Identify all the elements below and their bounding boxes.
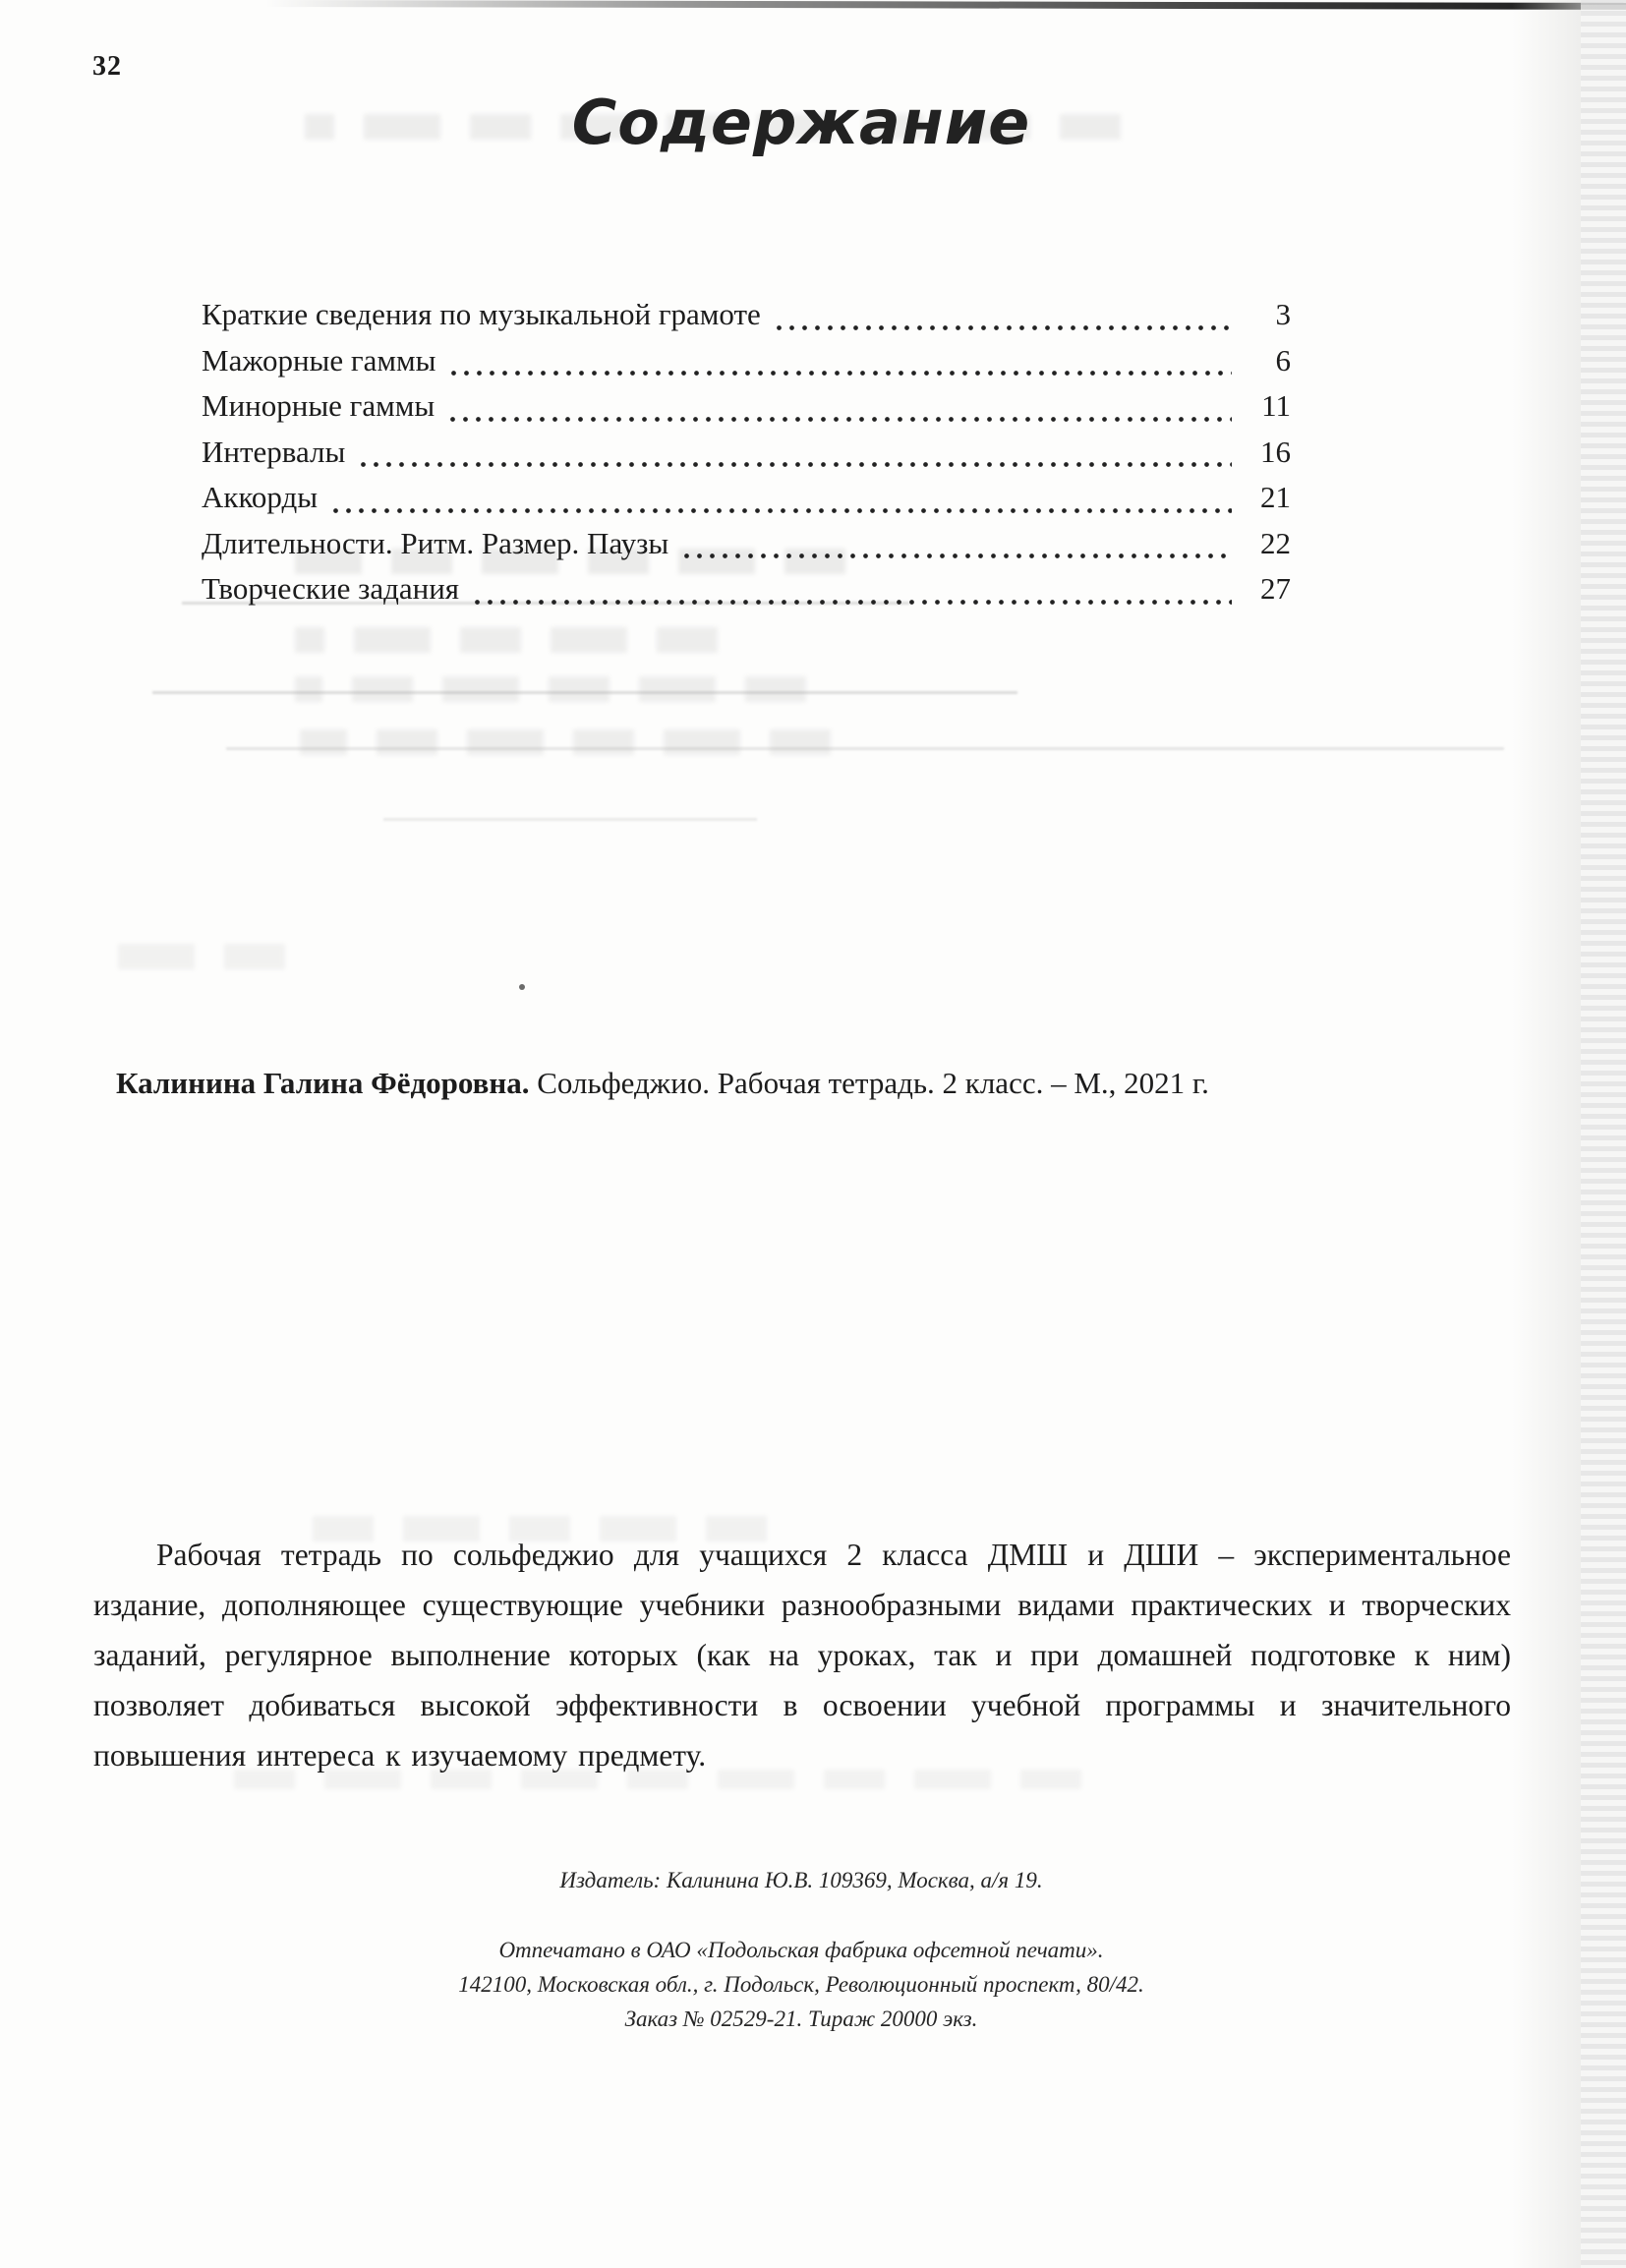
printing-address-line: 142100, Московская обл., г. Подольск, Революционный проспект, 80/42.: [458, 1972, 1144, 1997]
toc-entry-title: Краткие сведения по музыкальной грамоте: [202, 297, 761, 331]
bleed-through-ghost: [295, 676, 806, 702]
table-of-contents: [202, 297, 1291, 617]
toc-entry-title: Интервалы: [202, 434, 346, 469]
toc-dot-leader: [329, 480, 1232, 517]
toc-entry-page: 11: [1261, 388, 1291, 423]
toc-entry-page: 22: [1260, 525, 1291, 560]
toc-entry-page: 16: [1260, 434, 1291, 469]
toc-dot-leader: [447, 343, 1232, 380]
toc-entry: [202, 297, 1291, 343]
author-name: Калинина Галина Фёдоровна.: [116, 1066, 530, 1100]
bleed-through-ghost: [300, 729, 831, 755]
page-title: Содержание: [571, 87, 1031, 158]
order-tirage-line: Заказ № 02529-21. Тираж 20000 экз.: [624, 2006, 978, 2031]
printing-house-line: Отпечатано в ОАО «Подольская фабрика офсетной печати».: [498, 1938, 1104, 1962]
bleed-through-ghost: [383, 818, 757, 821]
toc-dot-leader: [773, 297, 1232, 334]
toc-entry-page: 6: [1275, 342, 1291, 378]
bleed-through-ghost: [295, 627, 718, 653]
scan-edge-artifact-top: [265, 0, 1626, 10]
toc-entry-title: Творческие задания: [202, 571, 460, 606]
toc-entry: [202, 343, 1291, 389]
scan-edge-texture-right: [1581, 0, 1626, 2268]
toc-dot-leader: [446, 388, 1232, 426]
scan-edge-shadow-right: [1512, 0, 1581, 2268]
toc-entry-page: 21: [1260, 480, 1291, 514]
publisher-line: Издатель: Калинина Ю.В. 109369, Москва, а/я 19.: [559, 1868, 1043, 1892]
toc-entry: [202, 526, 1291, 572]
bleed-through-ghost: [118, 944, 285, 969]
toc-dot-leader: [680, 526, 1232, 563]
scan-speck: [519, 984, 525, 990]
toc-entry: [202, 388, 1291, 435]
toc-entry-title: Аккорды: [202, 480, 319, 514]
colophon: [93, 1868, 1509, 2036]
toc-dot-leader: [471, 571, 1232, 609]
toc-entry: [202, 480, 1291, 526]
bibliographic-reference: [116, 1064, 1512, 1103]
bleed-through-ghost: [226, 747, 1504, 750]
page-number: 32: [92, 51, 122, 82]
book-details: Сольфеджио. Рабочая тетрадь. 2 класс. – М., 2021 г.: [529, 1066, 1209, 1100]
toc-entry: [202, 571, 1291, 617]
toc-entry-title: Минорные гаммы: [202, 388, 436, 423]
toc-entry-title: Длительности. Ритм. Размер. Паузы: [202, 525, 669, 560]
bleed-through-ghost: [152, 691, 1017, 694]
toc-entry-page: 3: [1275, 297, 1291, 331]
toc-dot-leader: [357, 435, 1232, 472]
toc-entry: [202, 435, 1291, 481]
annotation-paragraph: Рабочая тетрадь по сольфеджио для учащихся 2 класса ДМШ и ДШИ – экспериментальное издание, дополняющее существующие учебники разнообразными видами практических и творческих заданий, регулярное выполнение которых (как на уроках, так и при домашней подготовке к ним) позволяет добиваться высокой эффективности в освоении учебной программы и значительного повышения интереса к изучаемому предмету.: [93, 1538, 1511, 1773]
toc-entry-page: 27: [1260, 571, 1291, 606]
toc-entry-title: Мажорные гаммы: [202, 342, 436, 378]
